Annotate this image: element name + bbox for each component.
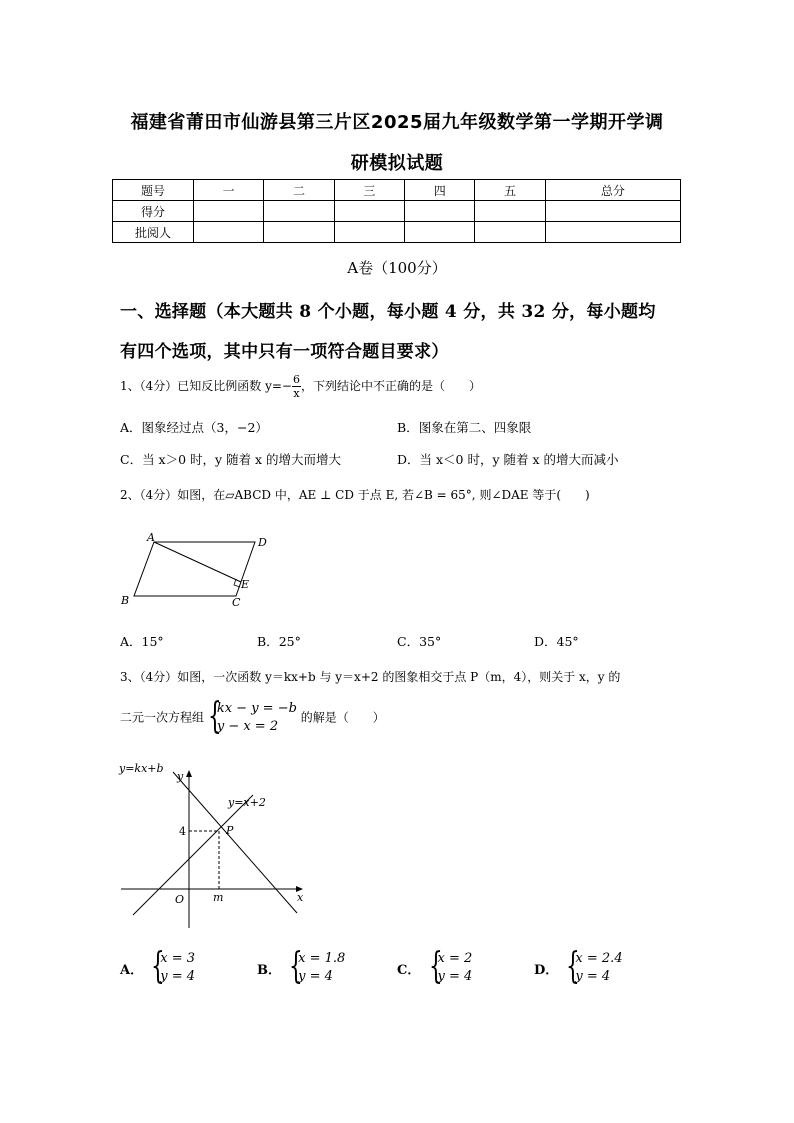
reviewer-cell[interactable]	[475, 222, 545, 243]
q2-option-a[interactable]	[120, 632, 164, 650]
solution-x: x = 2	[437, 951, 473, 966]
q2-option-b[interactable]	[257, 632, 301, 650]
option-label: C．	[397, 634, 420, 649]
linear-functions-graph	[115, 758, 315, 933]
question-3-suffix: 的解是（ ）	[300, 710, 385, 725]
solution-x: x = 3	[160, 951, 195, 966]
question-3-stem: 3、（4分）如图，一次函数 y＝kx+b 与 y＝x+2 的图象相交于点 P（m，4），则关于 x，y 的	[120, 670, 621, 684]
option-label: A．	[120, 634, 142, 649]
section-heading-line2: 有四个选项，其中只有一项符合题目要求）	[120, 342, 449, 362]
page-title-line2: 研模拟试题	[350, 153, 444, 174]
reviewer-cell[interactable]	[194, 222, 264, 243]
brace: {	[151, 946, 165, 987]
reviewer-cell[interactable]	[264, 222, 334, 243]
score-table-row	[113, 201, 681, 222]
question-1-prefix: 1、（4分）已知反比例函数 y=−	[120, 379, 292, 393]
score-cell[interactable]	[545, 201, 680, 222]
score-cell[interactable]	[334, 201, 404, 222]
option-text: 当 x＞0 时，y 随着 x 的增大而增大	[142, 452, 342, 467]
solution-system	[289, 946, 346, 987]
reviewer-cell[interactable]	[545, 222, 680, 243]
option-label: A．	[120, 962, 144, 978]
score-table	[112, 179, 681, 243]
score-table-row	[113, 222, 681, 243]
question-3-prefix: 二元一次方程组	[120, 710, 205, 725]
option-text: 25°	[278, 634, 301, 649]
score-table-header-cell: 一	[194, 180, 264, 201]
parallelogram-figure	[115, 530, 285, 610]
option-text: 图象经过点（3，−2）	[141, 420, 268, 435]
solution-system	[566, 946, 623, 987]
reviewer-cell[interactable]	[334, 222, 404, 243]
fraction-denominator: x	[293, 387, 300, 400]
label-c: C	[232, 596, 241, 609]
option-label: C．	[120, 452, 143, 467]
option-text: 当 x＜0 时，y 随着 x 的增大而减小	[419, 452, 619, 467]
q2-option-c[interactable]	[397, 632, 441, 650]
score-cell[interactable]	[194, 201, 264, 222]
option-label: B．	[257, 962, 281, 978]
label-d: D	[258, 536, 267, 549]
label-e: E	[241, 578, 250, 591]
option-label: D．	[534, 962, 559, 978]
equation-row: y − x = 2	[216, 719, 279, 734]
brace: {	[207, 696, 222, 737]
score-table-header-cell: 题号	[113, 180, 194, 201]
q3-option-c[interactable]	[397, 946, 473, 987]
solution-system	[151, 946, 196, 987]
score-table-header-cell: 三	[334, 180, 404, 201]
q3-option-a[interactable]	[120, 946, 196, 987]
score-cell[interactable]	[475, 201, 545, 222]
solution-x: x = 1.8	[298, 951, 346, 966]
equation-row: kx − y = −b	[216, 701, 297, 716]
line-y-x-plus-2	[133, 795, 253, 915]
solution-y: y = 4	[575, 969, 611, 984]
label-origin: O	[175, 893, 185, 906]
label-y-x-2: y=x+2	[228, 796, 266, 809]
q2-option-d[interactable]	[534, 632, 579, 650]
score-table-header-cell: 四	[405, 180, 475, 201]
label-y-tick-4: 4	[179, 825, 186, 838]
q1-option-c[interactable]	[120, 450, 341, 468]
label-y-axis: y	[177, 770, 184, 783]
reviewer-cell[interactable]	[405, 222, 475, 243]
option-label: D．	[397, 452, 420, 467]
option-text: 45°	[556, 634, 579, 649]
label-x-axis: x	[297, 891, 304, 904]
label-a: A	[147, 531, 155, 544]
option-label: B．	[397, 420, 419, 435]
option-label: A．	[120, 420, 142, 435]
solution-y: y = 4	[160, 969, 196, 984]
fraction	[292, 373, 301, 400]
label-x-tick-m: m	[213, 891, 224, 904]
solution-y: y = 4	[437, 969, 473, 984]
solution-y: y = 4	[298, 969, 333, 984]
y-axis-arrow	[186, 770, 192, 777]
q1-option-a[interactable]	[120, 418, 268, 436]
option-label: C．	[397, 962, 421, 978]
solution-x: x = 2.4	[575, 951, 623, 966]
q3-option-b[interactable]	[257, 946, 346, 987]
fraction-numerator: 6	[292, 373, 300, 386]
segment-ae	[154, 542, 241, 582]
page-title-line1: 福建省莆田市仙游县第三片区2025届九年级数学第一学期开学调	[130, 112, 664, 133]
score-table-header-row	[113, 180, 681, 201]
option-label: D．	[534, 634, 557, 649]
equation-system	[207, 696, 297, 737]
label-y-kx-b: y=kx+b	[119, 762, 164, 775]
parallelogram-abcd	[134, 542, 255, 596]
score-cell[interactable]	[405, 201, 475, 222]
q1-option-d[interactable]	[397, 450, 619, 468]
label-b: B	[121, 594, 130, 607]
brace: {	[289, 946, 303, 987]
option-label: B．	[257, 634, 279, 649]
question-3-system-line	[120, 696, 385, 737]
score-cell[interactable]	[264, 201, 334, 222]
question-1-stem	[120, 373, 481, 400]
line-y-kx-plus-b	[173, 772, 297, 913]
solution-system	[428, 946, 473, 987]
score-table-header-cell: 五	[475, 180, 545, 201]
score-table-header-cell: 二	[264, 180, 334, 201]
score-table-row-label: 批阅人	[113, 222, 194, 243]
option-text: 15°	[141, 634, 164, 649]
q1-option-b[interactable]	[397, 418, 531, 436]
volume-heading: A卷（100分）	[347, 259, 447, 277]
question-2-stem: 2、（4分）如图，在▱ABCD 中，AE ⊥ CD 于点 E, 若∠B = 65°, 则∠DAE 等于( )	[120, 488, 590, 502]
option-text: 图象在第二、四象限	[418, 420, 532, 435]
option-text: 35°	[419, 634, 442, 649]
section-heading-line1: 一、选择题（本大题共 8 个小题，每小题 4 分，共 32 分，每小题均	[120, 302, 656, 322]
question-1-suffix: ，下列结论中不正确的是（ ）	[300, 379, 481, 393]
score-table-row-label: 得分	[113, 201, 194, 222]
score-table-header-cell: 总分	[545, 180, 680, 201]
q3-option-d[interactable]	[534, 946, 623, 987]
brace: {	[566, 946, 581, 987]
brace: {	[428, 946, 443, 987]
label-point-p: P	[226, 824, 234, 837]
